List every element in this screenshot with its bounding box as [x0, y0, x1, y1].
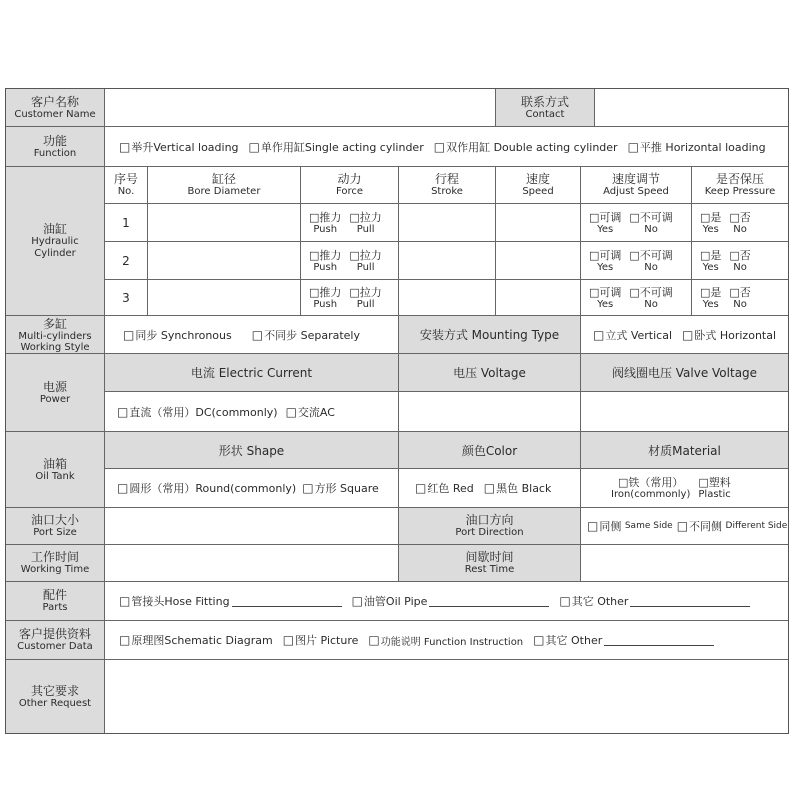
shape-options	[104, 468, 398, 507]
checkbox-icon[interactable]: □	[351, 594, 363, 608]
col-speed-header	[495, 166, 580, 203]
option-en: No	[733, 223, 747, 235]
data-option-label: 其它 Other	[545, 634, 603, 647]
data-option-schematic[interactable]	[119, 632, 273, 648]
function-option-label: 单作用缸Single acting cylinder	[260, 140, 424, 154]
keep-option[interactable]	[729, 211, 750, 235]
data-option-label: 图片 Picture	[295, 634, 359, 647]
tank-en: Oil Tank	[35, 470, 75, 482]
voltage-text: 电压 Voltage	[453, 366, 526, 380]
color-option-red[interactable]	[415, 480, 474, 496]
current-option-dc[interactable]	[117, 404, 278, 420]
col-adjust-header	[580, 166, 691, 203]
checkbox-icon[interactable]: □	[368, 633, 380, 647]
customer-data-zh: 客户提供资料	[18, 627, 91, 641]
checkbox-icon[interactable]: □	[119, 633, 131, 647]
cylinder-input-cell[interactable]	[398, 241, 495, 279]
mounting-label	[398, 315, 580, 353]
option-zh: □推力	[309, 285, 342, 299]
mounting-option-vertical[interactable]	[593, 327, 672, 343]
working-time-zh: 工作时间	[30, 550, 79, 564]
parts-options	[104, 581, 788, 620]
parts-zh: 配件	[42, 588, 67, 602]
cylinder-label	[6, 166, 104, 315]
option-en: No	[733, 298, 747, 310]
multi-zh: 多缸	[42, 316, 67, 331]
current-option-label: 直流（常用）DC(commonly)	[129, 405, 278, 419]
power-zh: 电源	[42, 379, 67, 394]
valve-voltage-field[interactable]	[580, 391, 788, 431]
option-zh: □是	[700, 210, 722, 224]
option-en: Yes	[597, 261, 614, 273]
multi-option-sync[interactable]	[123, 327, 232, 343]
cylinder-keep-options	[691, 203, 788, 241]
adjust-option[interactable]	[629, 211, 672, 235]
material-label	[580, 431, 788, 468]
multi-en-1: Multi-cylinders	[18, 330, 92, 342]
parts-option-pipe[interactable]	[352, 593, 550, 609]
port-direction-options	[580, 507, 788, 544]
col-force-zh: 动力	[337, 172, 362, 186]
adjust-option[interactable]	[589, 211, 621, 235]
force-option[interactable]	[349, 286, 381, 310]
function-option-label: 平推 Horizontal loading	[639, 140, 766, 154]
cylinder-adjust-options	[580, 279, 691, 315]
col-bore-header	[147, 166, 300, 203]
cylinder-row-no	[104, 279, 147, 315]
shape-option-label: 圆形（常用）Round(commonly)	[129, 482, 297, 495]
color-options	[398, 468, 580, 507]
option-zh: □不可调	[629, 285, 673, 299]
function-label	[6, 126, 104, 166]
color-text: 颜色Color	[461, 443, 518, 458]
option-en: Pull	[356, 261, 375, 273]
cylinder-en-1: Hydraulic	[31, 236, 79, 247]
voltage-field[interactable]	[398, 391, 580, 431]
checkbox-icon[interactable]: □	[123, 327, 135, 342]
checkbox-icon[interactable]: □	[251, 327, 264, 342]
color-label	[398, 431, 580, 468]
working-time-en: Working Time	[20, 564, 90, 575]
col-speed-en: Speed	[522, 186, 554, 197]
col-bore-en: Bore Diameter	[187, 186, 261, 197]
option-en: Pull	[356, 298, 375, 310]
material-text: 材质Material	[648, 443, 721, 458]
option-en: Pull	[356, 223, 375, 235]
port-option-different[interactable]	[677, 518, 788, 534]
col-stroke-header	[398, 166, 495, 203]
multi-label	[6, 315, 104, 353]
keep-option[interactable]	[700, 286, 721, 310]
port-size-label	[6, 507, 104, 544]
valve-voltage-label	[580, 353, 788, 391]
option-en: No	[644, 298, 658, 310]
voltage-label	[398, 353, 580, 391]
material-option-zh: □塑料	[698, 476, 731, 489]
cylinder-keep-options	[691, 279, 788, 315]
multi-option-separate[interactable]	[252, 327, 360, 343]
current-option-label: 交流AC	[297, 405, 335, 419]
col-no-zh: 序号	[113, 172, 138, 186]
checkbox-icon[interactable]: □	[282, 633, 295, 647]
parts-option-label: 油管Oil Pipe	[363, 595, 428, 608]
cylinder-force-options	[300, 279, 398, 315]
checkbox-icon[interactable]: □	[119, 594, 131, 608]
function-option-double[interactable]	[434, 139, 618, 155]
col-bore-zh: 缸径	[211, 172, 236, 186]
function-option-label: 举升Vertical loading	[131, 140, 239, 154]
customer-data-label	[6, 620, 104, 659]
option-zh: □可调	[589, 248, 622, 262]
color-option-black[interactable]	[484, 480, 552, 496]
option-zh: □否	[729, 210, 751, 224]
multi-en-2: Working Style	[20, 341, 90, 353]
cylinder-input-cell[interactable]	[147, 203, 300, 241]
option-en: Push	[313, 223, 338, 235]
adjust-option[interactable]	[629, 249, 672, 273]
current-options	[104, 391, 398, 431]
material-option-zh: □铁（常用）	[617, 476, 684, 489]
customer-name-en: Customer Name	[14, 108, 96, 120]
other-request-label	[6, 659, 104, 733]
parts-label	[6, 581, 104, 620]
mounting-option-label: 卧式 Horizontal	[694, 328, 777, 342]
port-size-en: Port Size	[33, 527, 77, 538]
col-stroke-zh: 行程	[434, 172, 459, 186]
parts-option-label: 管接头Hose Fitting	[131, 595, 230, 608]
option-zh: □推力	[309, 210, 342, 224]
tank-label	[6, 431, 104, 507]
option-zh: □是	[700, 248, 722, 262]
cylinder-force-options	[300, 203, 398, 241]
cylinder-row-no	[104, 241, 147, 279]
checkbox-icon[interactable]: □	[415, 481, 427, 495]
option-zh: □可调	[589, 210, 622, 224]
checkbox-icon[interactable]: □	[119, 139, 131, 154]
row-number: 3	[122, 290, 130, 305]
option-en: Yes	[597, 223, 614, 235]
col-stroke-en: Stroke	[431, 186, 463, 197]
cylinder-input-cell[interactable]	[495, 203, 580, 241]
customer-data-en: Customer Data	[17, 641, 93, 652]
function-option-single[interactable]	[249, 139, 424, 155]
contact-en: Contact	[525, 108, 565, 120]
checkbox-icon[interactable]: □	[117, 481, 129, 495]
col-adjust-en: Adjust Speed	[603, 186, 669, 197]
cylinder-zh: 油缸	[42, 222, 67, 236]
port-direction-label	[398, 507, 580, 544]
cylinder-input-cell[interactable]	[398, 203, 495, 241]
parts-option-hose[interactable]	[119, 593, 342, 609]
checkbox-icon[interactable]: □	[117, 404, 129, 419]
option-en: Yes	[597, 298, 614, 310]
checkbox-icon[interactable]: □	[248, 139, 260, 154]
current-text: 电流 Electric Current	[190, 366, 313, 380]
option-en: Push	[313, 298, 338, 310]
option-zh: □拉力	[349, 285, 382, 299]
force-option[interactable]	[309, 286, 341, 310]
port-direction-zh: 油口方向	[465, 513, 514, 527]
option-zh: □拉力	[349, 210, 382, 224]
cylinder-adjust-options	[580, 203, 691, 241]
other-request-zh: 其它要求	[30, 683, 79, 698]
function-en: Function	[33, 147, 77, 159]
material-option-en: Iron(commonly)	[611, 489, 691, 500]
inquiry-form	[5, 88, 789, 734]
col-no-header	[104, 166, 147, 203]
col-adjust-zh: 速度调节	[611, 172, 660, 186]
cylinder-input-cell[interactable]	[147, 279, 300, 315]
parts-blank[interactable]	[630, 596, 750, 607]
adjust-option[interactable]	[589, 286, 621, 310]
port-option-zh: 同侧	[599, 520, 622, 533]
mounting-option-label: 立式 Vertical	[605, 328, 673, 342]
option-zh: □推力	[309, 248, 342, 262]
cylinder-en-2: Cylinder	[34, 248, 76, 259]
parts-blank[interactable]	[232, 596, 342, 607]
cylinder-force-options	[300, 241, 398, 279]
rest-time-zh: 间歇时间	[465, 550, 514, 564]
current-option-ac[interactable]	[286, 404, 335, 420]
multi-option-label: 不同步 Separately	[264, 328, 360, 342]
port-option-en: Different Side	[725, 521, 788, 531]
col-no-en: No.	[117, 186, 135, 197]
checkbox-icon[interactable]: □	[676, 519, 689, 533]
checkbox-icon[interactable]: □	[587, 519, 599, 533]
data-option-function[interactable]	[368, 633, 523, 648]
data-option-picture[interactable]	[283, 632, 359, 648]
contact-label	[495, 89, 594, 126]
option-zh: □可调	[589, 285, 622, 299]
tank-zh: 油箱	[42, 456, 67, 471]
rest-time-field[interactable]	[580, 544, 788, 581]
shape-option-square[interactable]	[302, 480, 379, 496]
col-force-header	[300, 166, 398, 203]
port-option-en: Same Side	[624, 521, 673, 531]
current-label	[104, 353, 398, 391]
row-number: 1	[122, 215, 130, 230]
customer-name-field[interactable]	[104, 89, 495, 126]
data-option-label: 原理图Schematic Diagram	[131, 634, 273, 647]
function-options	[104, 126, 788, 166]
mounting-option-horizontal[interactable]	[682, 327, 776, 343]
material-option-en: Plastic	[698, 489, 731, 500]
rest-time-label	[398, 544, 580, 581]
working-time-label	[6, 544, 104, 581]
shape-text: 形状 Shape	[218, 443, 285, 458]
keep-option[interactable]	[729, 249, 750, 273]
data-option-label: 功能说明 Function Instruction	[380, 636, 524, 648]
function-option-vertical[interactable]	[119, 139, 239, 155]
cylinder-input-cell[interactable]	[495, 241, 580, 279]
option-en: Yes	[702, 298, 719, 310]
checkbox-icon[interactable]: □	[627, 139, 639, 154]
cylinder-input-cell[interactable]	[147, 241, 300, 279]
color-option-label: 黑色 Black	[496, 482, 552, 495]
col-speed-zh: 速度	[525, 172, 550, 186]
option-zh: □不可调	[629, 248, 673, 262]
color-option-label: 红色 Red	[427, 482, 474, 495]
checkbox-icon[interactable]: □	[285, 404, 297, 419]
shape-label	[104, 431, 398, 468]
col-force-en: Force	[335, 186, 364, 197]
material-option-iron[interactable]	[611, 476, 690, 500]
option-en: Yes	[702, 223, 719, 235]
function-zh: 功能	[42, 133, 67, 148]
contact-field[interactable]	[594, 89, 788, 126]
contact-zh: 联系方式	[520, 94, 569, 109]
force-option[interactable]	[349, 249, 381, 273]
mounting-text: 安装方式 Mounting Type	[419, 328, 560, 342]
function-option-label: 双作用缸 Double acting cylinder	[446, 140, 618, 154]
option-zh: □否	[729, 285, 751, 299]
cylinder-keep-options	[691, 241, 788, 279]
option-en: No	[644, 261, 658, 273]
option-zh: □是	[700, 285, 722, 299]
force-option[interactable]	[309, 211, 341, 235]
material-options	[580, 468, 788, 507]
working-time-field[interactable]	[104, 544, 398, 581]
port-direction-en: Port Direction	[455, 527, 524, 538]
option-en: No	[644, 223, 658, 235]
checkbox-icon[interactable]: □	[682, 327, 694, 342]
checkbox-icon[interactable]: □	[559, 594, 571, 608]
checkbox-icon[interactable]: □	[593, 327, 605, 342]
parts-option-other[interactable]	[559, 593, 750, 609]
port-size-field[interactable]	[104, 507, 398, 544]
row-number: 2	[122, 253, 130, 268]
cylinder-input-cell[interactable]	[398, 279, 495, 315]
option-zh: □否	[729, 248, 751, 262]
shape-option-round[interactable]	[117, 480, 296, 496]
data-option-other[interactable]	[533, 632, 714, 648]
option-zh: □不可调	[629, 210, 673, 224]
parts-option-label: 其它 Other	[571, 595, 629, 608]
rest-time-en: Rest Time	[464, 564, 515, 575]
data-blank[interactable]	[604, 635, 714, 646]
col-keep-zh: 是否保压	[715, 172, 764, 186]
customer-name-label	[6, 89, 104, 126]
option-zh: □拉力	[349, 248, 382, 262]
checkbox-icon[interactable]: □	[302, 481, 314, 495]
valve-voltage-text: 阀线圈电压 Valve Voltage	[611, 366, 758, 380]
power-en: Power	[39, 393, 71, 405]
checkbox-icon[interactable]: □	[483, 481, 496, 495]
other-request-field[interactable]	[104, 659, 788, 733]
keep-option[interactable]	[700, 211, 721, 235]
keep-option[interactable]	[700, 249, 721, 273]
port-option-same[interactable]	[587, 518, 673, 534]
cylinder-adjust-options	[580, 241, 691, 279]
checkbox-icon[interactable]: □	[433, 139, 446, 154]
cylinder-row-no	[104, 203, 147, 241]
other-request-en: Other Request	[18, 697, 92, 709]
option-en: Yes	[702, 261, 719, 273]
option-en: Push	[313, 261, 338, 273]
material-option-plastic[interactable]	[698, 476, 730, 500]
parts-en: Parts	[42, 602, 68, 613]
force-option[interactable]	[349, 211, 381, 235]
port-size-zh: 油口大小	[30, 513, 79, 527]
cylinder-input-cell[interactable]	[495, 279, 580, 315]
shape-option-label: 方形 Square	[314, 482, 379, 495]
customer-data-options	[104, 620, 788, 659]
power-label	[6, 353, 104, 431]
keep-option[interactable]	[729, 286, 750, 310]
customer-name-zh: 客户名称	[30, 94, 79, 109]
option-en: No	[733, 261, 747, 273]
adjust-option[interactable]	[589, 249, 621, 273]
adjust-option[interactable]	[629, 286, 672, 310]
force-option[interactable]	[309, 249, 341, 273]
parts-blank[interactable]	[429, 596, 549, 607]
col-keep-en: Keep Pressure	[704, 186, 776, 197]
mounting-options	[580, 315, 788, 353]
multi-option-label: 同步 Synchronous	[135, 328, 232, 342]
port-option-zh: 不同侧	[689, 520, 723, 533]
multi-options	[104, 315, 398, 353]
function-option-horizontal[interactable]	[628, 139, 766, 155]
col-keep-header	[691, 166, 788, 203]
checkbox-icon[interactable]: □	[533, 633, 545, 647]
